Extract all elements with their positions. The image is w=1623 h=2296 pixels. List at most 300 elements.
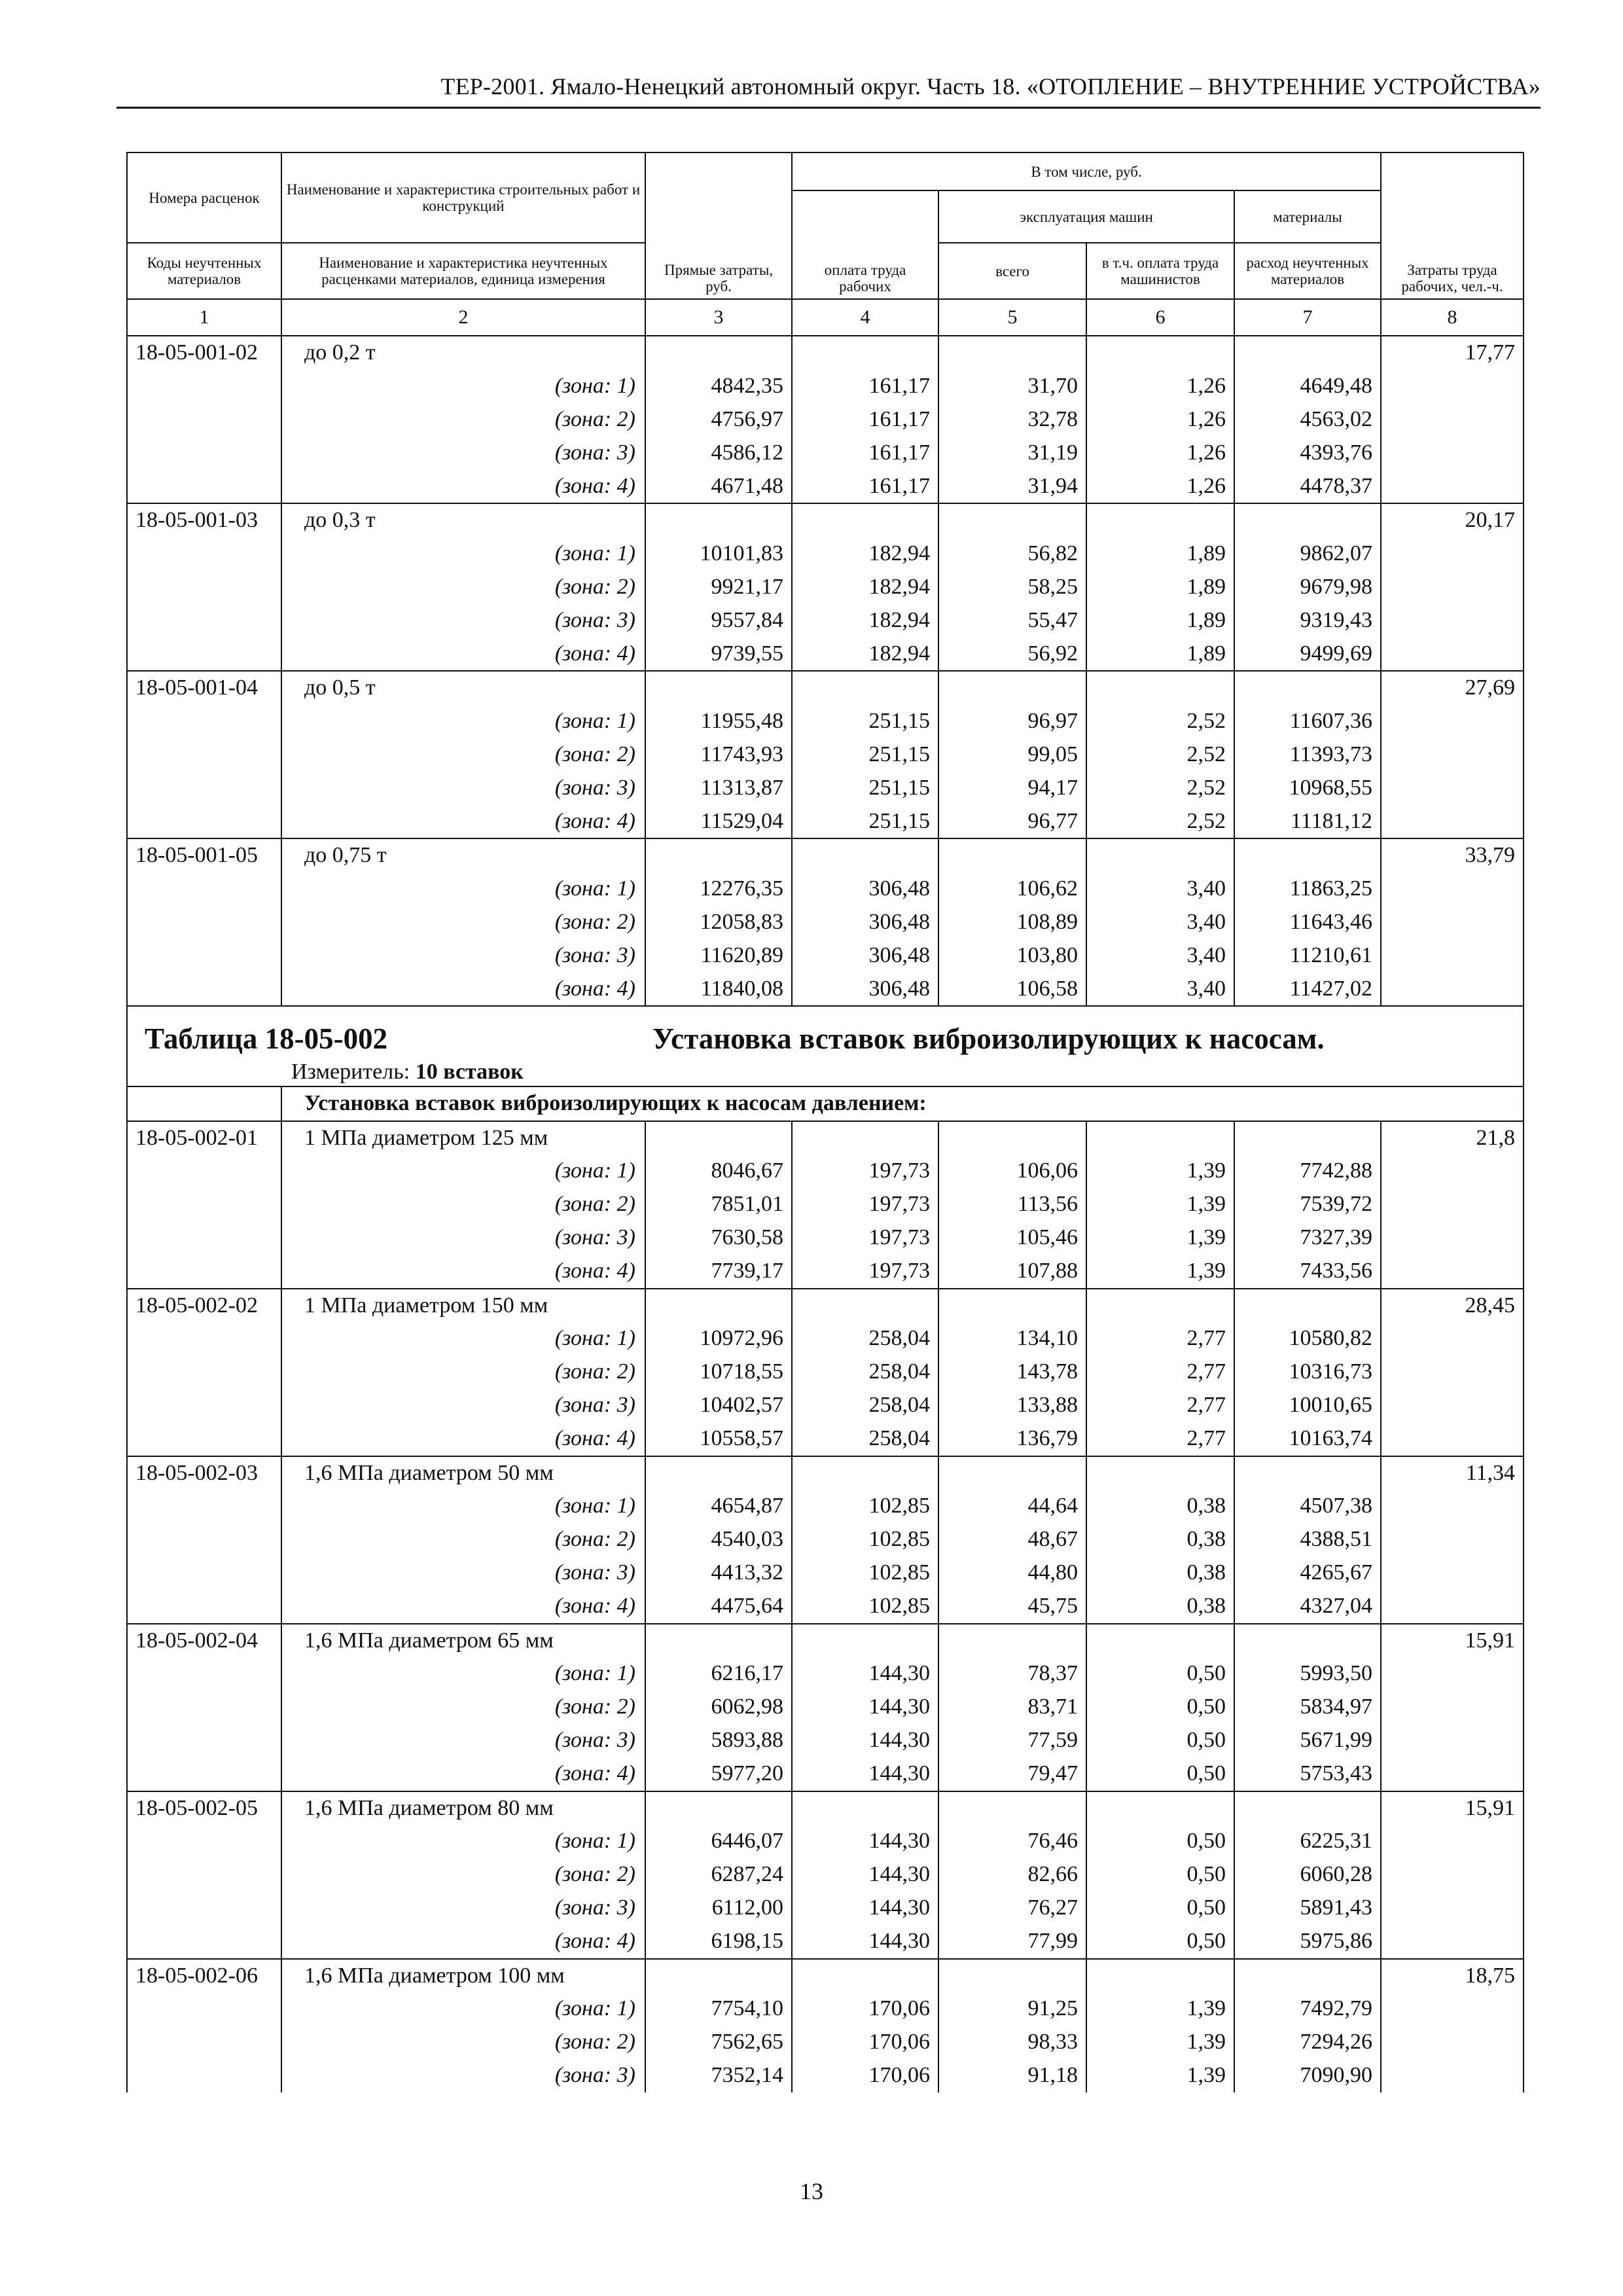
empty-cell <box>1381 1858 1524 1892</box>
zone-label: (зона: 2) <box>281 1858 645 1892</box>
empty-cell <box>792 838 938 872</box>
zone-label: (зона: 4) <box>281 805 645 839</box>
empty-cell <box>127 1556 281 1590</box>
materials-cost: 5753,43 <box>1234 1757 1381 1791</box>
empty-cell <box>792 336 938 370</box>
machines-cost: 106,58 <box>938 973 1086 1007</box>
empty-cell <box>1234 1624 1381 1658</box>
machine-wages-cost: 1,39 <box>1086 2059 1234 2092</box>
zone-row <box>127 1992 1524 2026</box>
wages-cost: 251,15 <box>792 705 938 738</box>
materials-cost: 4393,76 <box>1234 437 1381 470</box>
empty-cell <box>1086 1624 1234 1658</box>
direct-cost: 7754,10 <box>645 1992 792 2026</box>
zone-label: (зона: 3) <box>281 1556 645 1590</box>
wages-cost: 258,04 <box>792 1355 938 1389</box>
direct-cost: 4671,48 <box>645 470 792 504</box>
direct-cost: 7352,14 <box>645 2059 792 2092</box>
wages-cost: 102,85 <box>792 1590 938 1624</box>
wages-cost: 144,30 <box>792 1825 938 1858</box>
empty-cell <box>1086 838 1234 872</box>
machine-wages-cost: 2,77 <box>1086 1355 1234 1389</box>
direct-cost: 10101,83 <box>645 537 792 571</box>
labor-cost: 18,75 <box>1381 1959 1524 1993</box>
empty-cell <box>127 1657 281 1691</box>
machines-cost: 96,97 <box>938 705 1086 738</box>
empty-cell <box>645 1121 792 1155</box>
empty-cell <box>1381 637 1524 672</box>
materials-cost: 4507,38 <box>1234 1490 1381 1523</box>
empty-cell <box>1234 1289 1381 1323</box>
machines-cost: 103,80 <box>938 939 1086 973</box>
zone-label: (зона: 4) <box>281 637 645 672</box>
direct-cost: 5977,20 <box>645 1757 792 1791</box>
machine-wages-cost: 1,39 <box>1086 1221 1234 1255</box>
empty-cell <box>127 571 281 604</box>
zone-row <box>127 939 1524 973</box>
direct-cost: 6287,24 <box>645 1858 792 1892</box>
header-column-numbers <box>127 299 1524 336</box>
labor-cost: 27,69 <box>1381 671 1524 705</box>
zone-row <box>127 470 1524 504</box>
wages-cost: 144,30 <box>792 1925 938 1959</box>
direct-cost: 4475,64 <box>645 1590 792 1624</box>
rate-name: 1,6 МПа диаметром 50 мм <box>281 1456 645 1490</box>
machine-wages-cost: 0,50 <box>1086 1757 1234 1791</box>
empty-cell <box>127 1322 281 1355</box>
machines-cost: 106,62 <box>938 872 1086 906</box>
empty-cell <box>1381 1757 1524 1791</box>
empty-cell <box>1381 1825 1524 1858</box>
rate-code: 18-05-002-05 <box>127 1791 281 1825</box>
labor-cost: 15,91 <box>1381 1791 1524 1825</box>
wages-cost: 144,30 <box>792 1657 938 1691</box>
zone-label: (зона: 3) <box>281 437 645 470</box>
zone-label: (зона: 4) <box>281 1590 645 1624</box>
direct-cost: 8046,67 <box>645 1155 792 1188</box>
direct-cost: 7562,65 <box>645 2026 792 2059</box>
empty-cell <box>1381 470 1524 504</box>
section-title-cell <box>127 1006 1524 1058</box>
table-header <box>127 152 1524 336</box>
empty-cell <box>645 671 792 705</box>
empty-cell <box>127 604 281 637</box>
materials-cost: 6060,28 <box>1234 1858 1381 1892</box>
empty-cell <box>1381 1255 1524 1289</box>
wages-cost: 182,94 <box>792 571 938 604</box>
labor-cost: 21,8 <box>1381 1121 1524 1155</box>
wages-cost: 161,17 <box>792 437 938 470</box>
page-number: 13 <box>800 2178 823 2204</box>
machines-cost: 44,80 <box>938 1556 1086 1590</box>
wages-cost: 251,15 <box>792 738 938 772</box>
empty-cell <box>938 1624 1086 1658</box>
wages-cost: 144,30 <box>792 1724 938 1757</box>
materials-cost: 11393,73 <box>1234 738 1381 772</box>
zone-row <box>127 1188 1524 1221</box>
direct-cost: 4842,35 <box>645 370 792 403</box>
machines-cost: 58,25 <box>938 571 1086 604</box>
machine-wages-cost: 3,40 <box>1086 872 1234 906</box>
zone-row <box>127 1757 1524 1791</box>
machine-wages-cost: 1,39 <box>1086 1255 1234 1289</box>
zone-row <box>127 1523 1524 1556</box>
empty-cell <box>1381 1590 1524 1624</box>
machine-wages-cost: 1,89 <box>1086 537 1234 571</box>
materials-cost: 5671,99 <box>1234 1724 1381 1757</box>
machines-cost: 32,78 <box>938 403 1086 437</box>
zone-label: (зона: 3) <box>281 1389 645 1422</box>
zone-label: (зона: 3) <box>281 604 645 637</box>
empty-cell <box>127 1422 281 1456</box>
materials-cost: 5993,50 <box>1234 1657 1381 1691</box>
empty-cell <box>1381 705 1524 738</box>
zone-row <box>127 1724 1524 1757</box>
empty-cell <box>1086 1121 1234 1155</box>
column-number: 2 <box>281 299 645 336</box>
rate-row <box>127 336 1524 370</box>
direct-cost: 11313,87 <box>645 772 792 805</box>
zone-row <box>127 705 1524 738</box>
empty-cell <box>645 1959 792 1993</box>
empty-cell <box>938 1121 1086 1155</box>
header-materials-expense-cell: расход неучтенных материалов <box>1234 243 1381 299</box>
zone-row <box>127 906 1524 939</box>
wages-cost: 306,48 <box>792 939 938 973</box>
materials-cost: 10163,74 <box>1234 1422 1381 1456</box>
empty-cell <box>1381 604 1524 637</box>
empty-cell <box>645 1624 792 1658</box>
empty-cell <box>1086 1791 1234 1825</box>
header-material-code-cell: Коды неучтенных материалов <box>127 243 281 299</box>
machine-wages-cost: 1,39 <box>1086 1155 1234 1188</box>
header-labor-cell: Затраты труда рабочих, чел.-ч. <box>1381 152 1524 299</box>
column-number: 1 <box>127 299 281 336</box>
meter-label: Измеритель: <box>291 1059 410 1084</box>
direct-cost: 11840,08 <box>645 973 792 1007</box>
direct-cost: 5893,88 <box>645 1724 792 1757</box>
rate-code: 18-05-001-05 <box>127 838 281 872</box>
zone-row <box>127 604 1524 637</box>
rate-row <box>127 1791 1524 1825</box>
header-materials-cell: материалы <box>1234 190 1381 243</box>
machine-wages-cost: 0,38 <box>1086 1556 1234 1590</box>
empty-cell <box>127 2026 281 2059</box>
machines-cost: 105,46 <box>938 1221 1086 1255</box>
direct-cost: 4586,12 <box>645 437 792 470</box>
zone-label: (зона: 3) <box>281 939 645 973</box>
rate-name: 1,6 МПа диаметром 80 мм <box>281 1791 645 1825</box>
zone-label: (зона: 1) <box>281 370 645 403</box>
rate-row <box>127 838 1524 872</box>
empty-cell <box>1381 772 1524 805</box>
labor-cost: 33,79 <box>1381 838 1524 872</box>
direct-cost: 6446,07 <box>645 1825 792 1858</box>
wages-cost: 144,30 <box>792 1858 938 1892</box>
empty-cell <box>127 1523 281 1556</box>
zone-label: (зона: 1) <box>281 872 645 906</box>
empty-cell <box>127 370 281 403</box>
wages-cost: 144,30 <box>792 1691 938 1724</box>
materials-cost: 11210,61 <box>1234 939 1381 973</box>
wages-cost: 161,17 <box>792 470 938 504</box>
zone-row <box>127 1925 1524 1959</box>
materials-cost: 9679,98 <box>1234 571 1381 604</box>
empty-cell <box>127 1255 281 1289</box>
empty-cell <box>1381 1188 1524 1221</box>
machine-wages-cost: 0,50 <box>1086 1925 1234 1959</box>
zone-label: (зона: 3) <box>281 1221 645 1255</box>
machine-wages-cost: 2,52 <box>1086 805 1234 839</box>
empty-cell <box>127 470 281 504</box>
zone-label: (зона: 2) <box>281 1523 645 1556</box>
empty-cell <box>938 1959 1086 1993</box>
header-code-cell: Номера расценок <box>127 152 281 243</box>
direct-cost: 11743,93 <box>645 738 792 772</box>
wages-cost: 161,17 <box>792 370 938 403</box>
section-subheading: Установка вставок виброизолирующих к насосам давлением: <box>281 1086 1524 1121</box>
empty-cell <box>127 1355 281 1389</box>
empty-cell <box>1381 403 1524 437</box>
wages-cost: 251,15 <box>792 772 938 805</box>
direct-cost: 6216,17 <box>645 1657 792 1691</box>
wages-cost: 197,73 <box>792 1221 938 1255</box>
zone-row <box>127 1322 1524 1355</box>
empty-cell <box>127 1188 281 1221</box>
materials-cost: 7539,72 <box>1234 1188 1381 1221</box>
wages-cost: 258,04 <box>792 1422 938 1456</box>
rate-row <box>127 1456 1524 1490</box>
machine-wages-cost: 1,89 <box>1086 604 1234 637</box>
empty-cell <box>1381 2059 1524 2092</box>
wages-cost: 170,06 <box>792 2026 938 2059</box>
machines-cost: 56,92 <box>938 637 1086 672</box>
materials-cost: 7327,39 <box>1234 1221 1381 1255</box>
materials-cost: 5834,97 <box>1234 1691 1381 1724</box>
wages-cost: 197,73 <box>792 1188 938 1221</box>
wages-cost: 182,94 <box>792 604 938 637</box>
zone-label: (зона: 1) <box>281 705 645 738</box>
empty-cell <box>127 1925 281 1959</box>
machines-cost: 77,99 <box>938 1925 1086 1959</box>
machines-cost: 107,88 <box>938 1255 1086 1289</box>
machine-wages-cost: 1,39 <box>1086 1992 1234 2026</box>
zone-row <box>127 1422 1524 1456</box>
machine-wages-cost: 0,38 <box>1086 1490 1234 1523</box>
machine-wages-cost: 1,89 <box>1086 571 1234 604</box>
zone-row <box>127 1389 1524 1422</box>
machines-cost: 56,82 <box>938 537 1086 571</box>
column-number: 5 <box>938 299 1086 336</box>
wages-cost: 306,48 <box>792 973 938 1007</box>
direct-cost: 4756,97 <box>645 403 792 437</box>
wages-cost: 306,48 <box>792 872 938 906</box>
direct-cost: 4413,32 <box>645 1556 792 1590</box>
machine-wages-cost: 3,40 <box>1086 906 1234 939</box>
empty-cell <box>127 1155 281 1188</box>
materials-cost: 7090,90 <box>1234 2059 1381 2092</box>
direct-cost: 10402,57 <box>645 1389 792 1422</box>
column-number: 4 <box>792 299 938 336</box>
rate-code: 18-05-002-01 <box>127 1121 281 1155</box>
rate-row <box>127 1959 1524 1993</box>
empty-cell <box>127 973 281 1007</box>
zone-row <box>127 1155 1524 1188</box>
table-body-a <box>127 336 1524 1006</box>
materials-cost: 11863,25 <box>1234 872 1381 906</box>
column-number: 8 <box>1381 299 1524 336</box>
zone-label: (зона: 1) <box>281 1322 645 1355</box>
machines-cost: 94,17 <box>938 772 1086 805</box>
zone-row <box>127 2026 1524 2059</box>
empty-cell <box>1234 1456 1381 1490</box>
materials-cost: 7433,56 <box>1234 1255 1381 1289</box>
empty-cell <box>127 403 281 437</box>
zone-row <box>127 738 1524 772</box>
empty-cell <box>645 503 792 537</box>
zone-row <box>127 370 1524 403</box>
empty-cell <box>127 1691 281 1724</box>
zone-label: (зона: 4) <box>281 1757 645 1791</box>
machine-wages-cost: 3,40 <box>1086 939 1234 973</box>
empty-cell <box>1381 1355 1524 1389</box>
machine-wages-cost: 3,40 <box>1086 973 1234 1007</box>
zone-row <box>127 1691 1524 1724</box>
empty-cell <box>127 1389 281 1422</box>
zone-row <box>127 1825 1524 1858</box>
machines-cost: 44,64 <box>938 1490 1086 1523</box>
empty-cell <box>127 1724 281 1757</box>
direct-cost: 12058,83 <box>645 906 792 939</box>
machines-cost: 99,05 <box>938 738 1086 772</box>
empty-cell <box>938 671 1086 705</box>
empty-cell <box>127 805 281 839</box>
zone-label: (зона: 2) <box>281 738 645 772</box>
rate-code: 18-05-001-02 <box>127 336 281 370</box>
empty-cell <box>1381 1523 1524 1556</box>
wages-cost: 102,85 <box>792 1556 938 1590</box>
direct-cost: 7630,58 <box>645 1221 792 1255</box>
direct-cost: 12276,35 <box>645 872 792 906</box>
empty-cell <box>792 671 938 705</box>
materials-cost: 9862,07 <box>1234 537 1381 571</box>
zone-row <box>127 1892 1524 1925</box>
machine-wages-cost: 0,50 <box>1086 1691 1234 1724</box>
zone-row <box>127 1657 1524 1691</box>
direct-cost: 4540,03 <box>645 1523 792 1556</box>
empty-cell <box>1381 437 1524 470</box>
header-machines-total-cell: всего <box>938 243 1086 299</box>
empty-cell <box>1381 370 1524 403</box>
zone-label: (зона: 3) <box>281 772 645 805</box>
empty-cell <box>127 537 281 571</box>
machines-cost: 83,71 <box>938 1691 1086 1724</box>
empty-cell <box>645 336 792 370</box>
machine-wages-cost: 2,77 <box>1086 1322 1234 1355</box>
meter-value: 10 вставок <box>415 1059 524 1084</box>
empty-cell <box>1381 1422 1524 1456</box>
empty-cell <box>792 1624 938 1658</box>
empty-cell <box>127 705 281 738</box>
machines-cost: 106,06 <box>938 1155 1086 1188</box>
zone-label: (зона: 4) <box>281 973 645 1007</box>
rate-code: 18-05-002-03 <box>127 1456 281 1490</box>
page-header-title: ТЕР-2001. Ямало-Ненецкий автономный округ. Часть 18. «ОТОПЛЕНИЕ – ВНУТРЕННИЕ УСТРОЙСТВА» <box>440 73 1541 99</box>
zone-row <box>127 1556 1524 1590</box>
column-number: 3 <box>645 299 792 336</box>
zone-label: (зона: 3) <box>281 1724 645 1757</box>
header-machines-cell: эксплуатация машин <box>938 190 1234 243</box>
empty-cell <box>1234 336 1381 370</box>
empty-cell <box>127 906 281 939</box>
empty-cell <box>127 637 281 672</box>
labor-cost: 28,45 <box>1381 1289 1524 1323</box>
zone-label: (зона: 4) <box>281 1255 645 1289</box>
empty-cell <box>1381 1992 1524 2026</box>
empty-cell <box>1381 973 1524 1007</box>
rate-code: 18-05-002-02 <box>127 1289 281 1323</box>
machines-cost: 45,75 <box>938 1590 1086 1624</box>
machine-wages-cost: 0,50 <box>1086 1892 1234 1925</box>
materials-cost: 7492,79 <box>1234 1992 1381 2026</box>
empty-cell <box>1086 503 1234 537</box>
section-table-title: Установка вставок виброизолирующих к насосам. <box>652 1022 1325 1055</box>
wages-cost: 197,73 <box>792 1155 938 1188</box>
wages-cost: 161,17 <box>792 403 938 437</box>
empty-cell <box>1086 1289 1234 1323</box>
empty-cell <box>1381 872 1524 906</box>
zone-row <box>127 805 1524 839</box>
empty-cell <box>1381 805 1524 839</box>
wages-cost: 102,85 <box>792 1523 938 1556</box>
empty-cell <box>1381 2026 1524 2059</box>
machines-cost: 91,18 <box>938 2059 1086 2092</box>
zone-row <box>127 537 1524 571</box>
empty-cell <box>1381 1221 1524 1255</box>
wages-cost: 306,48 <box>792 906 938 939</box>
empty-cell <box>792 1121 938 1155</box>
direct-cost: 10718,55 <box>645 1355 792 1389</box>
empty-cell <box>1381 571 1524 604</box>
empty-cell <box>792 1289 938 1323</box>
wages-cost: 170,06 <box>792 2059 938 2092</box>
machine-wages-cost: 2,77 <box>1086 1389 1234 1422</box>
zone-label: (зона: 1) <box>281 1992 645 2026</box>
machine-wages-cost: 1,26 <box>1086 437 1234 470</box>
empty-cell <box>1086 336 1234 370</box>
direct-cost: 11620,89 <box>645 939 792 973</box>
empty-cell <box>792 1456 938 1490</box>
machines-cost: 79,47 <box>938 1757 1086 1791</box>
zone-label: (зона: 1) <box>281 1657 645 1691</box>
machine-wages-cost: 0,50 <box>1086 1657 1234 1691</box>
direct-cost: 11529,04 <box>645 805 792 839</box>
direct-cost: 11955,48 <box>645 705 792 738</box>
empty-cell <box>127 1590 281 1624</box>
empty-cell <box>1086 1456 1234 1490</box>
empty-cell <box>645 1289 792 1323</box>
empty-cell <box>1381 906 1524 939</box>
empty-cell <box>1381 1892 1524 1925</box>
machines-cost: 82,66 <box>938 1858 1086 1892</box>
empty-cell <box>1381 1490 1524 1523</box>
wages-cost: 102,85 <box>792 1490 938 1523</box>
direct-cost: 10558,57 <box>645 1422 792 1456</box>
wages-cost: 258,04 <box>792 1389 938 1422</box>
rate-name: 1,6 МПа диаметром 65 мм <box>281 1624 645 1658</box>
rates-table <box>126 152 1524 2092</box>
empty-cell <box>127 2059 281 2092</box>
